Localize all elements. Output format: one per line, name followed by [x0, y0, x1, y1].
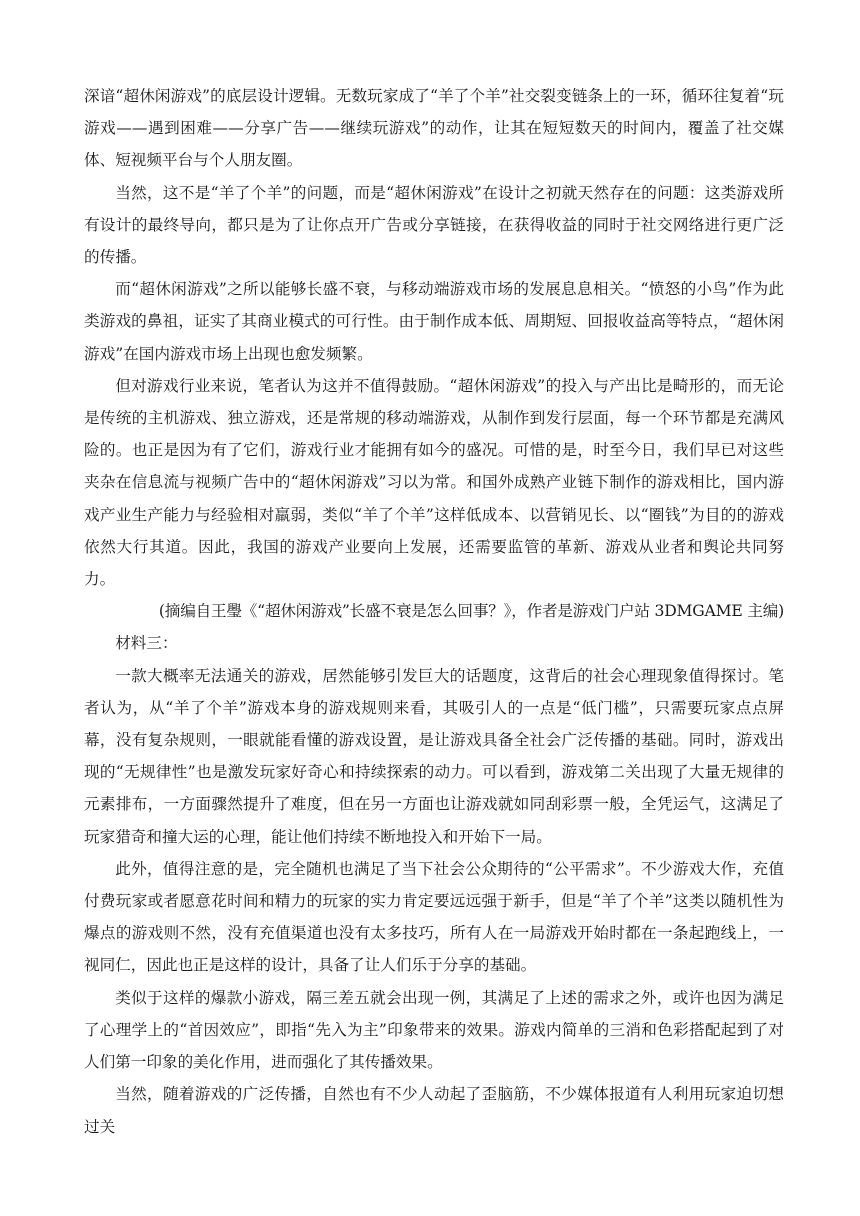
document-page: [84, 80, 784, 1143]
paragraph-continuation: 深谙“超休闲游戏”的底层设计逻辑。无数玩家成了“羊了个羊”社交裂变链条上的一环，循环往复着“玩游戏——遇到困难——分享广告——继续玩游戏”的动作，让其在短短数天的时间内，覆盖了社交媒体、短视频平台与个人朋友圈。: [84, 87, 784, 170]
source-citation: (摘编自王璺《“超休闲游戏”长盛不衰是怎么回事？》，作者是游戏门户站 3DMGAME 主编): [158, 602, 784, 621]
paragraph: 此外，值得注意的是，完全随机也满足了当下社会公众期待的“公平需求”。不少游戏大作，充值付费玩家或者愿意花时间和精力的玩家的实力肯定要远远强于新手，但是“羊了个羊”这类以随机性为爆点的游戏则不然，没有充值渠道也没有太多技巧，所有人在一局游戏开始时都在一条起跑线上，一视同仁，因此也正是这样的设计，具备了让人们乐于分享的基础。: [84, 859, 784, 975]
paragraph: 而“超休闲游戏”之所以能够长盛不衰，与移动端游戏市场的发展息息相关。“愤怒的小鸟”作为此类游戏的鼻祖，证实了其商业模式的可行性。由于制作成本低、周期短、回报收益高等特点，“超休闲游戏”在国内游戏市场上出现也愈发频繁。: [84, 280, 784, 363]
paragraph: 当然，这不是“羊了个羊”的问题，而是“超休闲游戏”在设计之初就天然存在的问题：这类游戏所有设计的最终导向，都只是为了让你点开广告或分享链接，在获得收益的同时于社交网络进行更广泛的传播。: [84, 183, 784, 267]
paragraph: 类似于这样的爆款小游戏，隔三差五就会出现一例，其满足了上述的需求之外，或许也因为满足了心理学上的“首因效应”，即指“先入为主”印象带来的效果。游戏内简单的三消和色彩搭配起到了对人们第一印象的美化作用，进而强化了其传播效果。: [84, 988, 784, 1072]
paragraph: 但对游戏行业来说，笔者认为这并不值得鼓励。“超休闲游戏”的投入与产出比是畸形的，而无论是传统的主机游戏、独立游戏，还是常规的移动端游戏，从制作到发行层面，每一个环节都是充满风险的。也正是因为有了它们，游戏行业才能拥有如今的盛况。可惜的是，时至今日，我们早已对这些夹杂在信息流与视频广告中的“超休闲游戏”习以为常。和国外成熟产业链下制作的游戏相比，国内游戏产业生产能力与经验相对羸弱，类似“羊了个羊”这样低成本、以营销见长、以“圈钱”为目的的游戏依然大行其道。因此，我国的游戏产业要向上发展，还需要监管的革新、游戏从业者和舆论共同努力。: [84, 376, 784, 589]
paragraph: 当然，随着游戏的广泛传播，自然也有不少人动起了歪脑筋，不少媒体报道有人利用玩家迫切想过关: [84, 1085, 784, 1136]
paragraph: 一款大概率无法通关的游戏，居然能够引发巨大的话题度，这背后的社会心理现象值得探讨。笔者认为，从“羊了个羊”游戏本身的游戏规则来看，其吸引人的一点是“低门槛”，只需要玩家点点屏幕，没有复杂规则，一眼就能看懂的游戏设置，是让游戏具备全社会广泛传播的基础。同时，游戏出现的“无规律性”也是激发玩家好奇心和持续探索的动力。可以看到，游戏第二关出现了大量无规律的元素排布，一方面骤然提升了难度，但在另一方面也让游戏就如同刮彩票一般，全凭运气，这满足了玩家猎奇和撞大运的心理，能让他们持续不断地投入和开始下一局。: [84, 666, 784, 846]
section-heading: 材料三：: [115, 634, 178, 653]
